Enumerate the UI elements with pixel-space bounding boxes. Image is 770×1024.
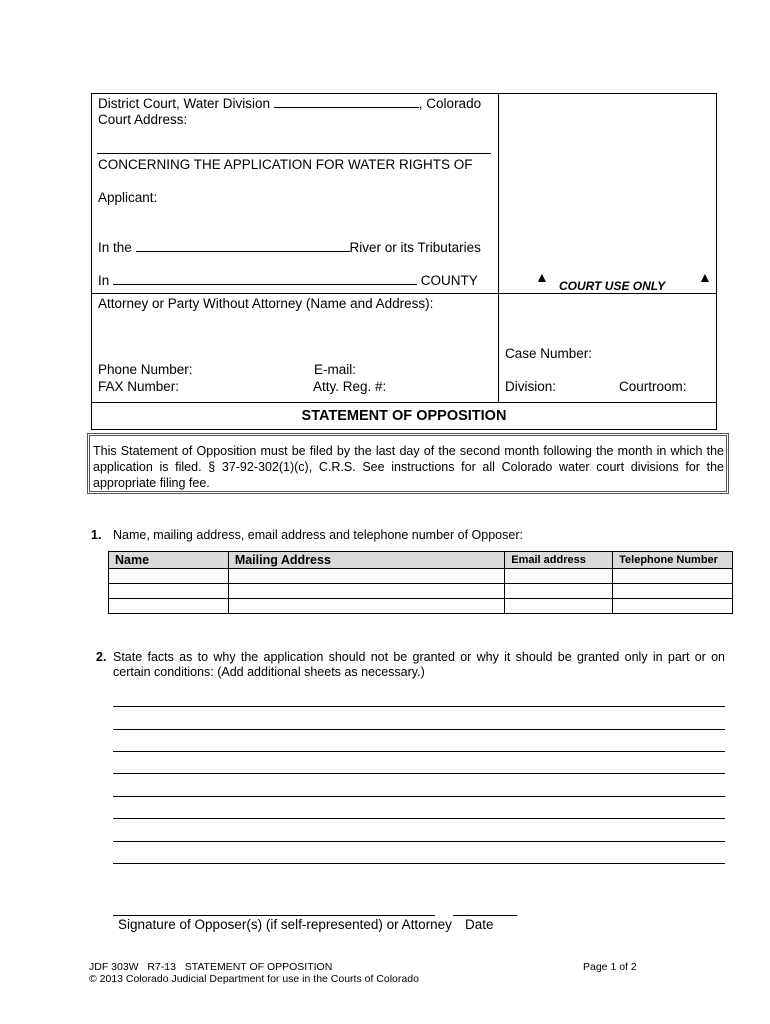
- response-line[interactable]: [113, 818, 725, 819]
- court-use-only-label: COURT USE ONLY: [559, 279, 666, 293]
- date-label: Date: [465, 917, 494, 932]
- table-row: [109, 584, 733, 599]
- attorney-section-rule: [92, 293, 498, 294]
- response-line[interactable]: [113, 729, 725, 730]
- in-the-label: In the: [98, 240, 132, 255]
- opposer-table: [108, 551, 733, 614]
- atty-reg-label: Atty. Reg. #:: [313, 379, 387, 394]
- telephone-cell[interactable]: [613, 599, 733, 614]
- fax-label: FAX Number:: [98, 379, 180, 394]
- email-cell[interactable]: [505, 599, 613, 614]
- concerning-heading: CONCERNING THE APPLICATION FOR WATER RIGHTS OF: [98, 157, 473, 172]
- river-line: [98, 239, 481, 256]
- signature-line[interactable]: [113, 915, 435, 916]
- caption-divider: [498, 93, 499, 402]
- county-line: [98, 272, 478, 289]
- county-label: COUNTY: [420, 273, 478, 288]
- river-blank[interactable]: [136, 239, 350, 252]
- telephone-cell[interactable]: [613, 569, 733, 584]
- response-line[interactable]: [113, 706, 725, 707]
- name-cell[interactable]: [109, 599, 229, 614]
- court-prefix: District Court, Water Division: [98, 96, 271, 111]
- water-division-blank[interactable]: [274, 95, 419, 108]
- item1-text: Name, mailing address, email address and telephone number of Opposer:: [113, 528, 523, 542]
- court-line: [98, 95, 481, 112]
- phone-label: Phone Number:: [98, 362, 193, 377]
- triangle-left-icon: ▲: [535, 269, 549, 285]
- mailing-address-cell[interactable]: [228, 599, 504, 614]
- courtroom-label: Courtroom:: [619, 379, 687, 394]
- court-address-line[interactable]: [97, 153, 491, 154]
- in-label: In: [98, 273, 110, 288]
- applicant-label: Applicant:: [98, 190, 158, 205]
- name-cell[interactable]: [109, 584, 229, 599]
- email-label: E-mail:: [314, 362, 357, 377]
- river-label: River or its Tributaries: [349, 240, 481, 255]
- table-row: [109, 569, 733, 584]
- date-line[interactable]: [453, 915, 517, 916]
- telephone-cell[interactable]: [613, 584, 733, 599]
- case-section-rule: [498, 293, 717, 294]
- response-line[interactable]: [113, 773, 725, 774]
- item2-text: State facts as to why the application should not be granted or why it should be granted only in part or on certain conditions: (Add additional sheets as necessary.): [113, 650, 725, 679]
- attorney-label: Attorney or Party Without Attorney (Name and Address):: [98, 296, 434, 311]
- email-cell[interactable]: [505, 584, 613, 599]
- response-line[interactable]: [113, 796, 725, 797]
- page-number: Page 1 of 2: [583, 961, 637, 973]
- signature-label: Signature of Opposer(s) (if self-represented) or Attorney: [118, 917, 452, 932]
- response-line[interactable]: [113, 863, 725, 864]
- filing-notice: This Statement of Opposition must be filed by the last day of the second month following the month in which the application is filed. § 37-92-302(1)(c), C.R.S. See instructions for all Colorado water court divisions for the appropriate filing fee.: [87, 433, 729, 494]
- header-telephone: Telephone Number: [613, 552, 733, 569]
- table-row: [109, 599, 733, 614]
- division-label: Division:: [505, 379, 557, 394]
- court-suffix: , Colorado: [418, 96, 482, 111]
- name-cell[interactable]: [109, 569, 229, 584]
- header-email: Email address: [505, 552, 613, 569]
- mailing-address-cell[interactable]: [228, 569, 504, 584]
- item2-number: 2.: [96, 650, 107, 664]
- court-address-label: Court Address:: [98, 112, 188, 127]
- header-mailing-address: Mailing Address: [228, 552, 504, 569]
- case-number-label: Case Number:: [505, 346, 593, 361]
- header-name: Name: [109, 552, 229, 569]
- footer-copyright: © 2013 Colorado Judicial Department for use in the Courts of Colorado: [89, 973, 419, 985]
- response-line[interactable]: [113, 751, 725, 752]
- email-cell[interactable]: [505, 569, 613, 584]
- response-line[interactable]: [113, 841, 725, 842]
- document-title: STATEMENT OF OPPOSITION: [91, 402, 717, 430]
- triangle-right-icon: ▲: [698, 269, 712, 285]
- county-blank[interactable]: [113, 272, 417, 285]
- footer-form-id: JDF 303W R7-13 STATEMENT OF OPPOSITION: [89, 961, 333, 973]
- mailing-address-cell[interactable]: [228, 584, 504, 599]
- opposer-table-header: [109, 552, 733, 569]
- item1-number: 1.: [91, 528, 102, 542]
